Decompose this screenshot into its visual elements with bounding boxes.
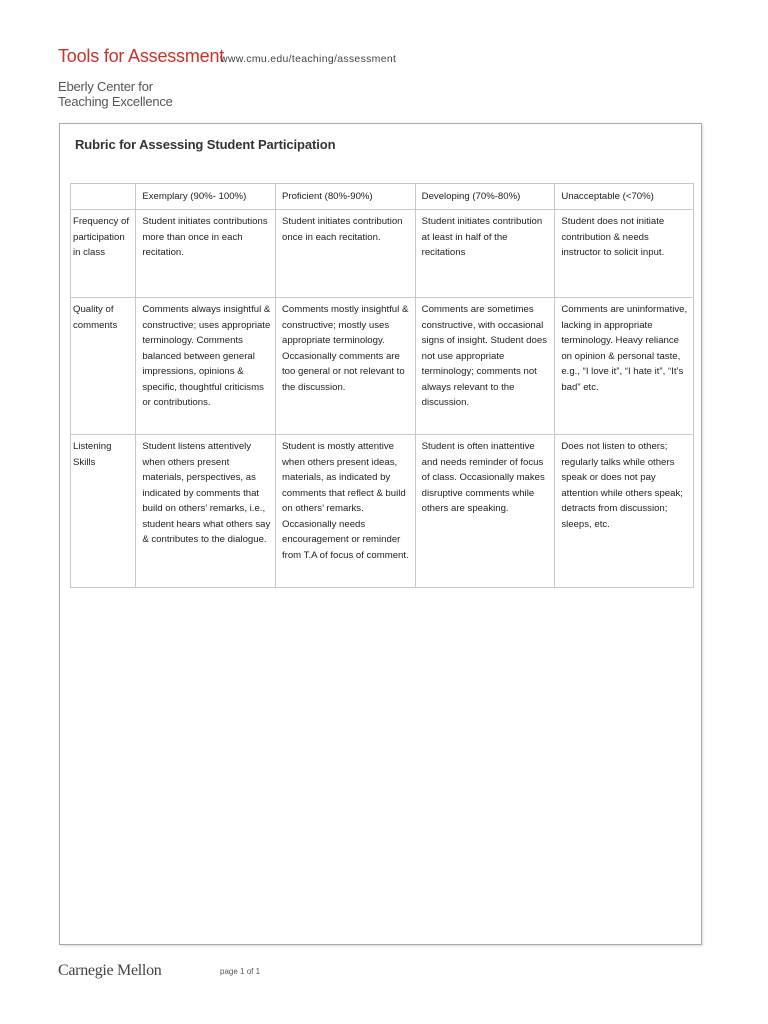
carnegie-mellon-logo: Carnegie Mellon xyxy=(58,962,162,979)
row-label-quality: Quality of comments xyxy=(71,298,136,435)
table-cell: Student listens attentively when others present materials, perspectives, as indicated by comments that build on others’ remarks, i.e., student hears what others say & contributes to the dialogue. xyxy=(136,435,276,588)
table-cell: Comments are uninformative, lacking in appropriate terminology. Heavy reliance on opinion & personal taste, e.g., “I love it”, “I hate it”, “It’s bad” etc. xyxy=(555,298,694,435)
row-label-listening: Listening Skills xyxy=(71,435,136,588)
header-cell-blank xyxy=(71,184,136,210)
eberly-center-logo xyxy=(58,79,173,109)
header-cell-developing: Developing (70%-80%) xyxy=(415,184,555,210)
table-cell: Comments mostly insightful & constructive; mostly uses appropriate terminology. Occasionally comments are too general or not relevant to the discussion. xyxy=(275,298,415,435)
table-header-row xyxy=(71,184,694,210)
rubric-table xyxy=(70,183,694,588)
header-cell-unacceptable: Unacceptable (<70%) xyxy=(555,184,694,210)
page-number: page 1 of 1 xyxy=(220,967,261,976)
table-cell: Student initiates contribution once in each recitation. xyxy=(275,210,415,298)
eberly-line-1: Eberly Center for xyxy=(58,79,153,94)
table-cell: Student is often inattentive and needs reminder of focus of class. Occasionally makes disruptive comments while others are speaking. xyxy=(415,435,555,588)
header-cell-exemplary: Exemplary (90%- 100%) xyxy=(136,184,276,210)
table-cell: Does not listen to others; regularly talks while others speak or does not pay attention while others speak; detracts from discussion; sleeps, etc. xyxy=(555,435,694,588)
table-row xyxy=(71,298,694,435)
assessment-url: www.cmu.edu/teaching/assessment xyxy=(220,53,397,65)
table-row xyxy=(71,210,694,298)
tools-for-assessment-heading: Tools for Assessment xyxy=(58,46,225,66)
rubric-title: Rubric for Assessing Student Participation xyxy=(75,137,336,152)
table-cell: Comments are sometimes constructive, with occasional signs of insight. Student does not use appropriate terminology; comments not always relevant to the discussion. xyxy=(415,298,555,435)
table-cell: Student initiates contributions more than once in each recitation. xyxy=(136,210,276,298)
row-label-frequency: Frequency of participation in class xyxy=(71,210,136,298)
eberly-line-2: Teaching Excellence xyxy=(58,94,173,109)
table-cell: Comments always insightful & constructive; uses appropriate terminology. Comments balanced between general impressions, opinions & specific, thoughtful criticisms or contributions. xyxy=(136,298,276,435)
table-cell: Student does not initiate contribution & needs instructor to solicit input. xyxy=(555,210,694,298)
header-cell-proficient: Proficient (80%-90%) xyxy=(275,184,415,210)
table-row xyxy=(71,435,694,588)
table-cell: Student is mostly attentive when others present ideas, materials, as indicated by comments that reflect & build on others’ remarks. Occasionally needs encouragement or reminder from T.A of focus of comment. xyxy=(275,435,415,588)
table-cell: Student initiates contribution at least in half of the recitations xyxy=(415,210,555,298)
